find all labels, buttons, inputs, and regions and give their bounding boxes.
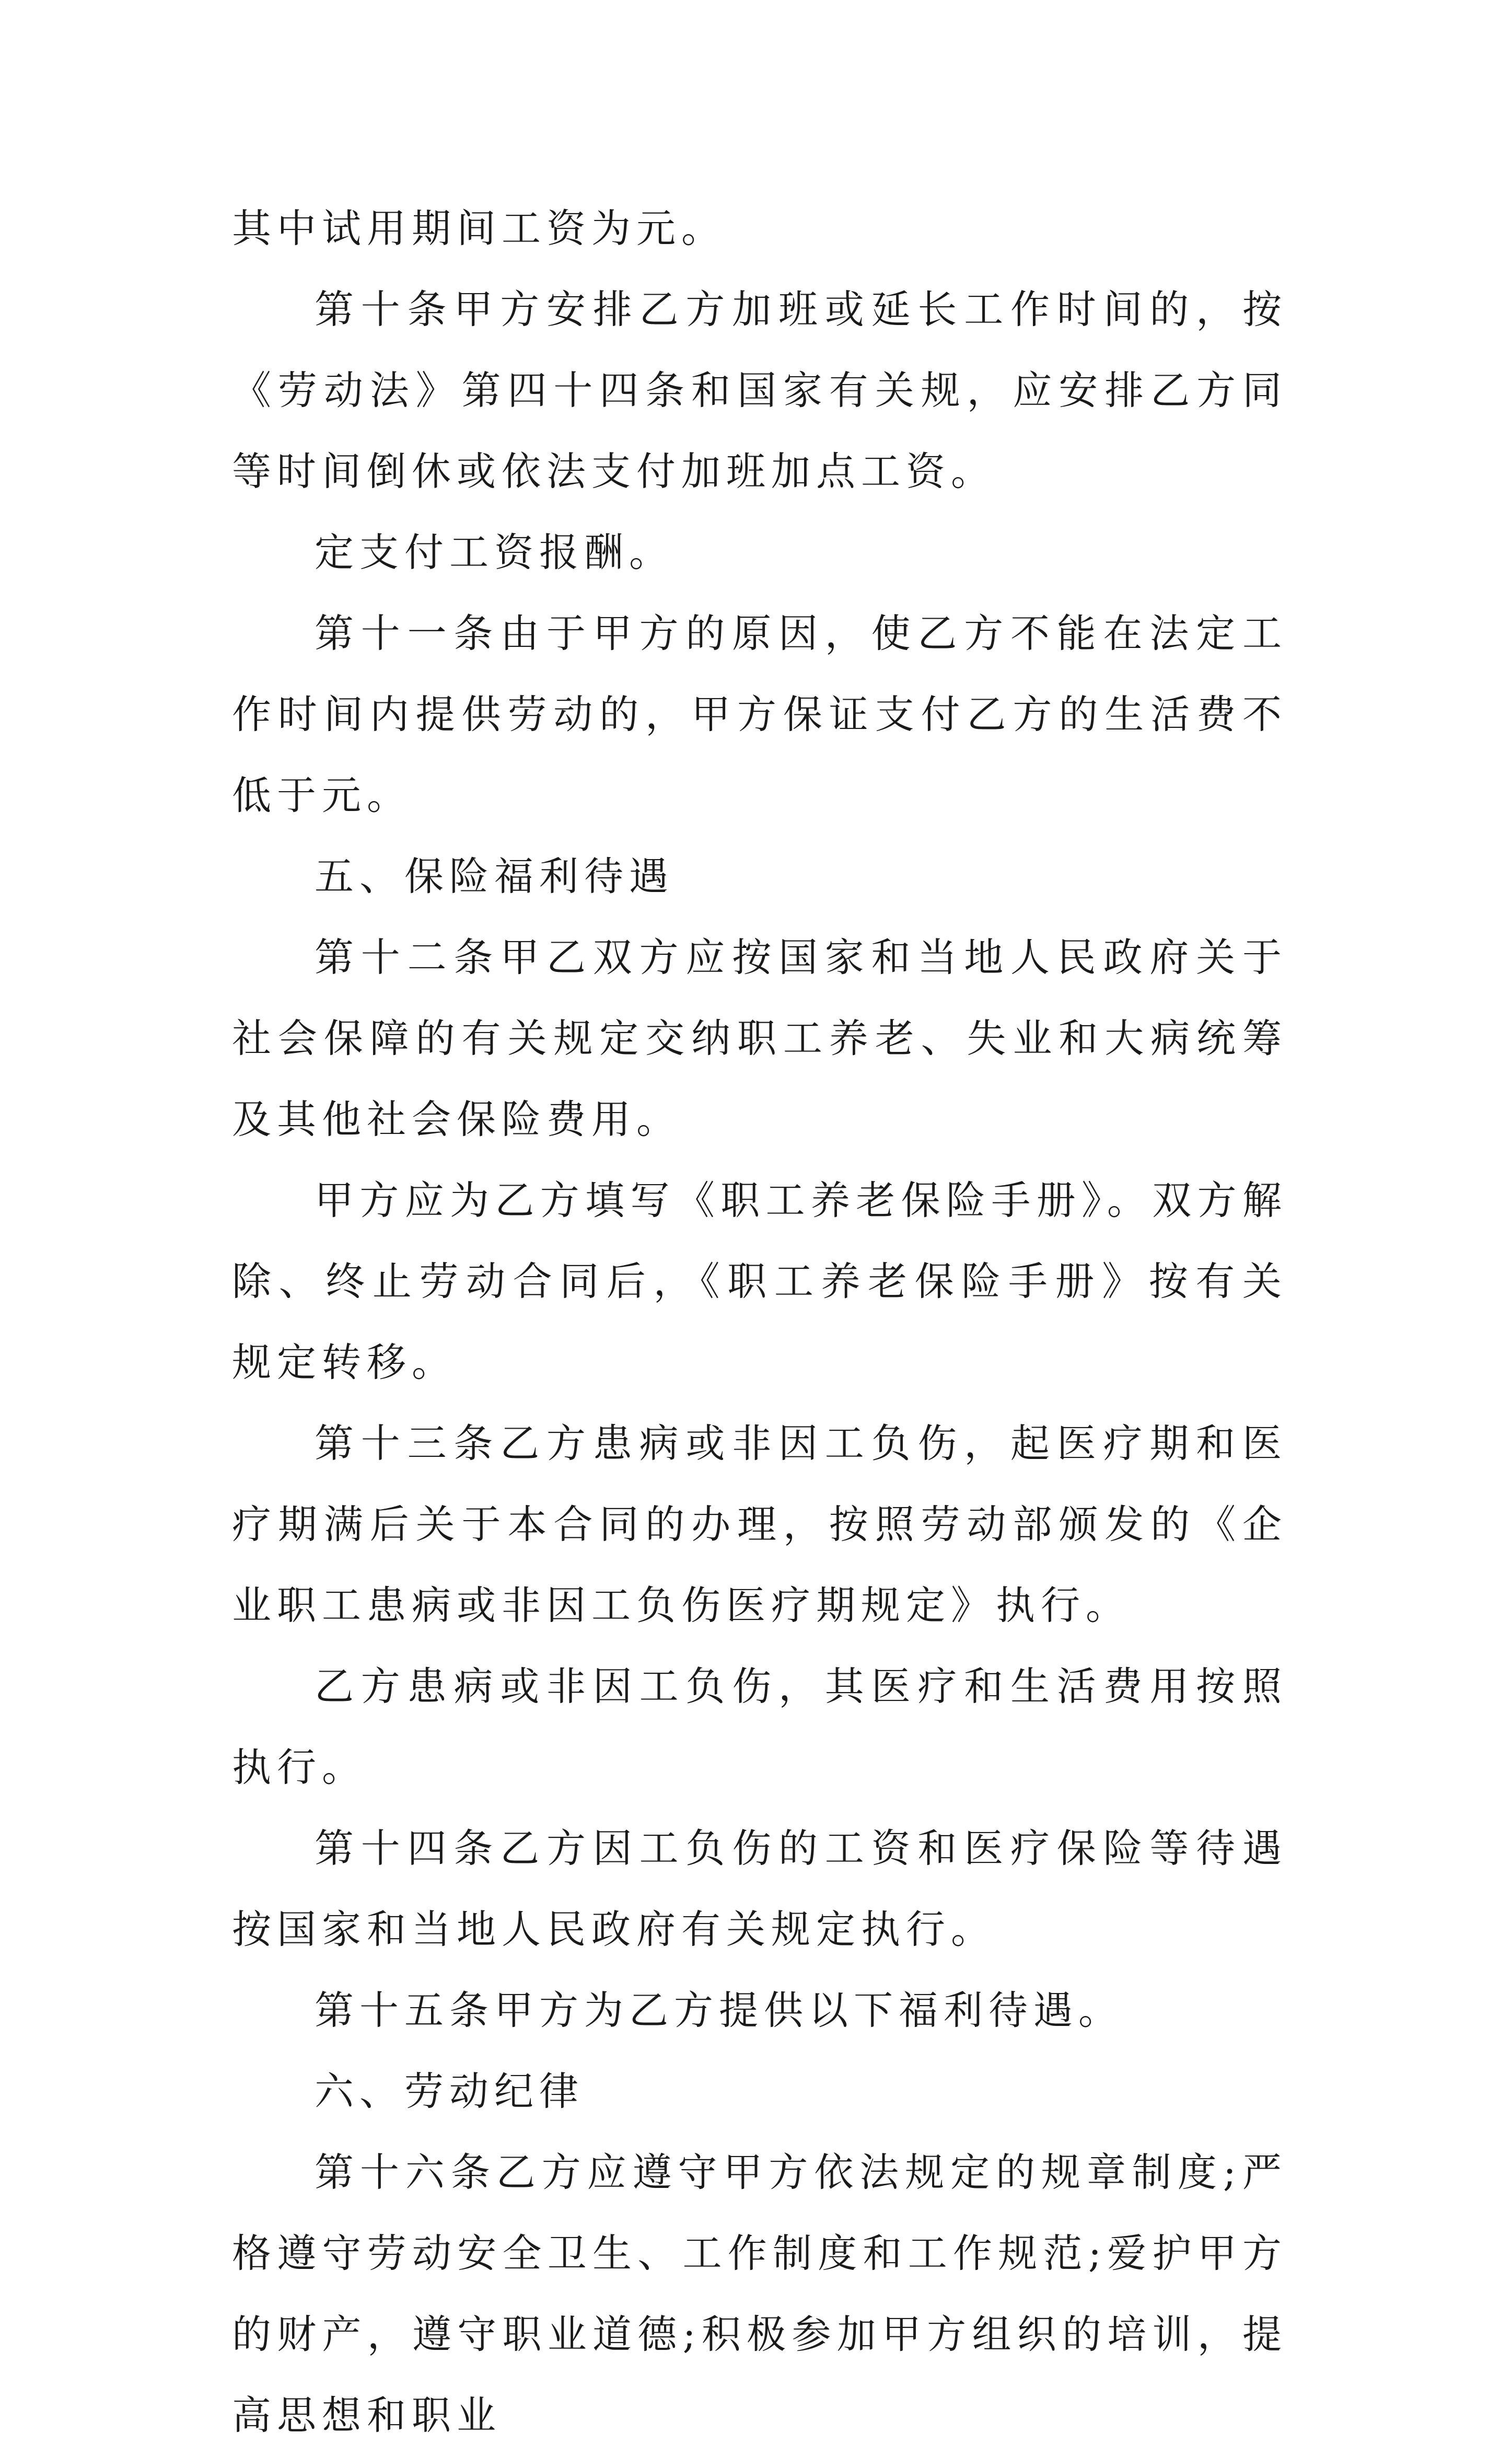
paragraph-pension-handbook: 甲方应为乙方填写《职工养老保险手册》。双方解除、终止劳动合同后，《职工养老保险手册》按有关规定转移。 xyxy=(232,1177,1287,1385)
paragraph-article-12: 第十二条甲乙双方应按国家和当地人民政府关于社会保障的有关规定交纳职工养老、失业和大病统筹及其他社会保险费用。 xyxy=(232,934,1287,1142)
document-body xyxy=(232,188,1287,2456)
paragraph-article-13: 第十三条乙方患病或非因工负伤，起医疗期和医疗期满后关于本合同的办理，按照劳动部颁发的《企业职工患病或非因工负伤医疗期规定》执行。 xyxy=(232,1420,1287,1628)
paragraph-article-15: 第十五条甲方为乙方提供以下福利待遇。 xyxy=(315,1987,1124,2033)
paragraph-article-14: 第十四条乙方因工负伤的工资和医疗保险等待遇按国家和当地人民政府有关规定执行。 xyxy=(232,1825,1287,1952)
paragraph-article-11: 第十一条由于甲方的原因，使乙方不能在法定工作时间内提供劳动的，甲方保证支付乙方的生活费不低于元。 xyxy=(232,610,1287,818)
paragraph-probation-wage: 其中试用期间工资为元。 xyxy=(232,205,727,251)
paragraph-pay-remuneration: 定支付工资报酬。 xyxy=(315,529,674,575)
section-heading-insurance-welfare: 五、保险福利待遇 xyxy=(315,853,674,899)
paragraph-article-10: 第十条甲方安排乙方加班或延长工作时间的，按《劳动法》第四十四条和国家有关规，应安排乙方同等时间倒休或依法支付加班加点工资。 xyxy=(232,286,1287,494)
section-heading-labor-discipline: 六、劳动纪律 xyxy=(315,2068,585,2114)
paragraph-medical-costs: 乙方患病或非因工负伤，其医疗和生活费用按照执行。 xyxy=(232,1663,1287,1790)
paragraph-article-16: 第十六条乙方应遵守甲方依法规定的规章制度;严格遵守劳动安全卫生、工作制度和工作规范;爱护甲方的财产，遵守职业道德;积极参加甲方组织的培训，提高思想和职业 xyxy=(232,2149,1287,2438)
